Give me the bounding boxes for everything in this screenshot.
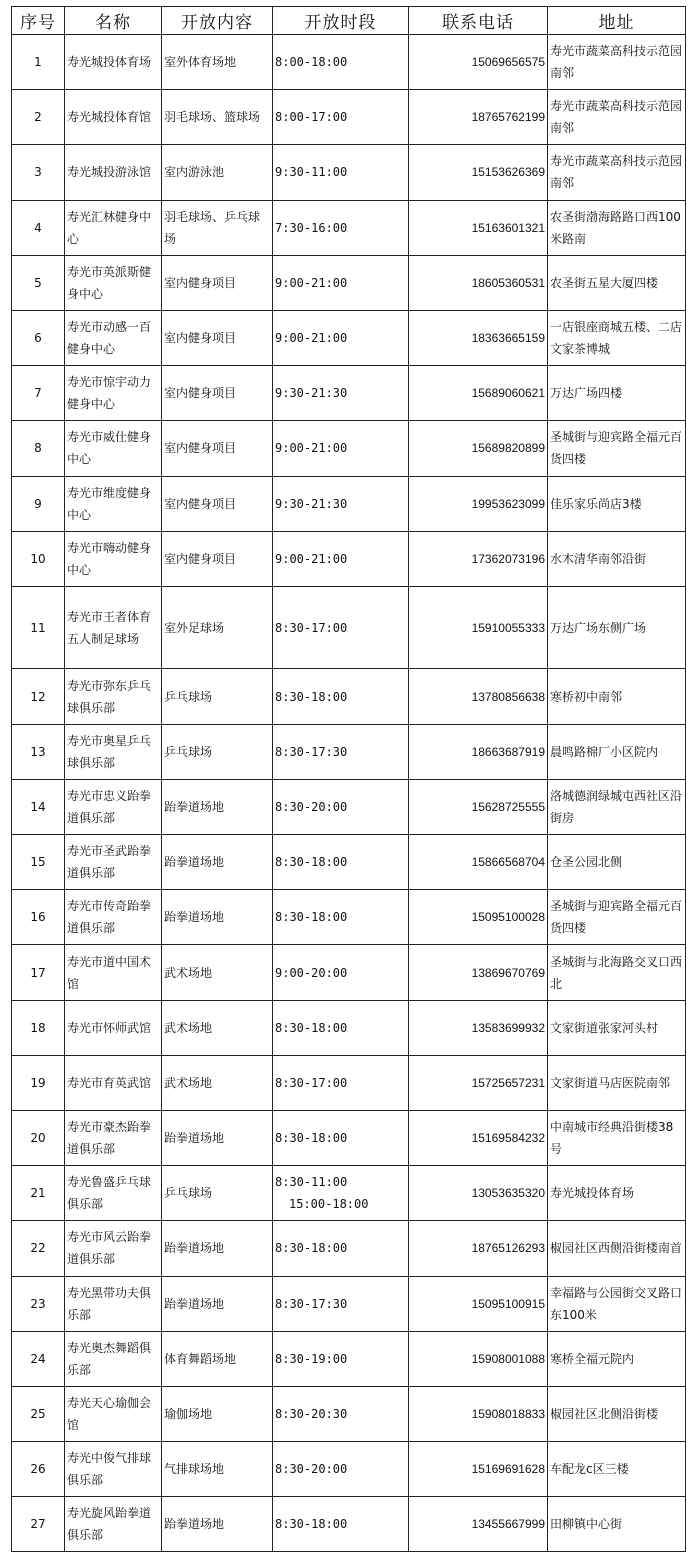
address: 寒桥初中南邻 [548,669,686,724]
address: 圣城街与迎宾路全福元百货四楼 [548,421,686,476]
phone-number: 15628725555 [409,779,548,834]
table-row [12,724,686,779]
venue-name: 寿光市豪杰跆拳道俱乐部 [65,1110,162,1165]
venue-name: 寿光天心瑜伽会馆 [65,1386,162,1441]
open-hours [273,1000,409,1055]
row-number: 24 [12,1331,65,1386]
open-content: 室内健身项目 [162,366,273,421]
open-content: 体育舞蹈场地 [162,1331,273,1386]
row-number: 9 [12,476,65,531]
table-row [12,669,686,724]
open-hours [273,366,409,421]
open-hours [273,724,409,779]
venue-name: 寿光市怀师武馆 [65,1000,162,1055]
table-row [12,1166,686,1221]
phone-number: 13053635320 [409,1166,548,1221]
time-slot: 8:30-18:00 [275,689,348,704]
address: 寿光城投体育场 [548,1166,686,1221]
row-number: 6 [12,310,65,365]
row-number: 11 [12,586,65,669]
open-hours [273,1331,409,1386]
table-row [12,945,686,1000]
row-number: 25 [12,1386,65,1441]
address: 万达广场东侧广场 [548,586,686,669]
venue-name: 寿光城投体育馆 [65,90,162,145]
venue-name: 寿光中俊气排球俱乐部 [65,1442,162,1497]
row-number: 18 [12,1000,65,1055]
address: 农圣街五星大厦四楼 [548,255,686,310]
open-content: 瑜伽场地 [162,1386,273,1441]
row-number: 8 [12,421,65,476]
venue-name: 寿光黑带功夫俱乐部 [65,1276,162,1331]
open-hours [273,200,409,255]
address: 幸福路与公园街交叉路口东100米 [548,1276,686,1331]
open-hours [273,669,409,724]
open-hours [273,1166,409,1221]
header-no: 序号 [12,7,65,35]
open-content: 室内健身项目 [162,310,273,365]
row-number: 23 [12,1276,65,1331]
address: 寒桥全福元院内 [548,1331,686,1386]
address: 文家街道张家河头村 [548,1000,686,1055]
phone-number: 15069656575 [409,35,548,90]
time-slot: 9:30-21:30 [275,386,348,401]
time-slot: 8:00-17:00 [275,110,348,125]
row-number: 12 [12,669,65,724]
time-slot: 9:00-20:00 [275,965,348,980]
row-number: 4 [12,200,65,255]
table-row [12,200,686,255]
address: 一店银座商城五楼、二店文家茶博城 [548,310,686,365]
open-content: 武术场地 [162,1000,273,1055]
header-phone: 联系电话 [409,7,548,35]
open-content: 羽毛球场、篮球场 [162,90,273,145]
open-hours [273,835,409,890]
row-number: 14 [12,779,65,834]
open-hours [273,476,409,531]
venue-name: 寿光旋风跆拳道俱乐部 [65,1497,162,1552]
phone-number: 15153626369 [409,145,548,200]
row-number: 3 [12,145,65,200]
open-hours [273,531,409,586]
venue-name: 寿光市嗨动健身中心 [65,531,162,586]
open-content: 跆拳道场地 [162,1276,273,1331]
venue-name: 寿光市动感一百健身中心 [65,310,162,365]
time-slot: 9:30-11:00 [275,165,348,180]
open-content: 乒乓球场 [162,724,273,779]
phone-number: 13869670769 [409,945,548,1000]
open-hours [273,945,409,1000]
venue-name: 寿光市育英武馆 [65,1055,162,1110]
address: 寿光市蔬菜高科技示范园南邻 [548,90,686,145]
venue-name: 寿光市奥星乒乓球俱乐部 [65,724,162,779]
venue-name: 寿光城投游泳馆 [65,145,162,200]
address: 中南城市经典沿街楼38号 [548,1110,686,1165]
phone-number: 15163601321 [409,200,548,255]
table-body [12,35,686,1552]
page [11,6,686,1552]
address: 圣城街与迎宾路全福元百货四楼 [548,890,686,945]
table-row [12,1221,686,1276]
phone-number: 17362073196 [409,531,548,586]
table-row [12,255,686,310]
table-row [12,366,686,421]
phone-number: 15910055333 [409,586,548,669]
row-number: 19 [12,1055,65,1110]
time-slot: 8:30-17:00 [275,1075,348,1090]
time-slot: 9:00-21:00 [275,441,348,456]
open-hours [273,255,409,310]
venue-name: 寿光汇林健身中心 [65,200,162,255]
venue-name: 寿光城投体育场 [65,35,162,90]
row-number: 5 [12,255,65,310]
table-row [12,1276,686,1331]
address: 椒园社区北侧沿街楼 [548,1386,686,1441]
venue-name: 寿光鲁盛乒乓球俱乐部 [65,1166,162,1221]
phone-number: 18605360531 [409,255,548,310]
address: 仓圣公园北侧 [548,835,686,890]
time-slot: 8:30-20:00 [275,1462,348,1477]
open-content: 武术场地 [162,1055,273,1110]
phone-number: 18765126293 [409,1221,548,1276]
open-hours [273,779,409,834]
row-number: 13 [12,724,65,779]
address: 寿光市蔬菜高科技示范园南邻 [548,145,686,200]
time-slot: 8:30-17:30 [275,1296,348,1311]
table-row [12,421,686,476]
time-slot: 8:30-17:00 [275,620,348,635]
time-slot: 8:30-18:00 [275,910,348,925]
venue-table [11,6,686,1552]
open-hours [273,145,409,200]
time-slot: 7:30-16:00 [275,220,348,235]
phone-number: 18663687919 [409,724,548,779]
open-hours [273,586,409,669]
venue-name: 寿光市威仕健身中心 [65,421,162,476]
open-hours [273,1497,409,1552]
open-hours [273,1386,409,1441]
row-number: 22 [12,1221,65,1276]
time-slot: 15:00-18:00 [289,1197,369,1212]
row-number: 20 [12,1110,65,1165]
time-slot: 9:00-21:00 [275,331,348,346]
time-slot: 8:30-18:00 [275,1517,348,1532]
phone-number: 13455667999 [409,1497,548,1552]
row-number: 21 [12,1166,65,1221]
row-number: 1 [12,35,65,90]
venue-name: 寿光市弥东乒乓球俱乐部 [65,669,162,724]
venue-name: 寿光市圣武跆拳道俱乐部 [65,835,162,890]
time-slot: 8:30-18:00 [275,1241,348,1256]
venue-name: 寿光市惊宇动力健身中心 [65,366,162,421]
table-row [12,90,686,145]
address: 椒园社区西侧沿街楼南首 [548,1221,686,1276]
open-content: 室内健身项目 [162,421,273,476]
open-hours [273,890,409,945]
open-hours [273,1276,409,1331]
open-content: 室外足球场 [162,586,273,669]
phone-number: 15908018833 [409,1386,548,1441]
row-number: 15 [12,835,65,890]
table-row [12,779,686,834]
time-slot: 8:30-11:00 [275,1175,348,1190]
address: 佳乐家乐尚店3楼 [548,476,686,531]
phone-number: 15169691628 [409,1442,548,1497]
time-slot: 9:30-21:30 [275,496,348,511]
address: 田柳镇中心街 [548,1497,686,1552]
header-content: 开放内容 [162,7,273,35]
header-name: 名称 [65,7,162,35]
open-hours [273,1221,409,1276]
open-content: 室内游泳池 [162,145,273,200]
time-slot: 8:30-20:30 [275,1407,348,1421]
open-content: 跆拳道场地 [162,1497,273,1552]
row-number: 2 [12,90,65,145]
venue-name: 寿光市风云跆拳道俱乐部 [65,1221,162,1276]
table-row [12,145,686,200]
address: 寿光市蔬菜高科技示范园南邻 [548,35,686,90]
table-row [12,835,686,890]
open-content: 跆拳道场地 [162,1110,273,1165]
table-row [12,1497,686,1552]
address: 洛城德润绿城屯西社区沿街房 [548,779,686,834]
table-row [12,310,686,365]
open-content: 跆拳道场地 [162,1221,273,1276]
venue-name: 寿光奥杰舞蹈俱乐部 [65,1331,162,1386]
table-row [12,890,686,945]
time-slot: 8:30-18:00 [275,1020,348,1035]
open-hours [273,1055,409,1110]
time-slot: 9:00-21:00 [275,551,348,566]
phone-number: 18363665159 [409,310,548,365]
row-number: 16 [12,890,65,945]
address: 圣城街与北海路交叉口西北 [548,945,686,1000]
header-row [12,7,686,35]
header-time: 开放时段 [273,7,409,35]
phone-number: 15689060621 [409,366,548,421]
time-slot: 8:30-18:00 [275,855,348,870]
open-hours [273,421,409,476]
open-content: 室内健身项目 [162,476,273,531]
open-hours [273,1110,409,1165]
address: 晨鸣路棉厂小区院内 [548,724,686,779]
table-row [12,1110,686,1165]
venue-name: 寿光市英派斯健身中心 [65,255,162,310]
time-slot: 8:30-19:00 [275,1351,348,1366]
phone-number: 15095100915 [409,1276,548,1331]
venue-name: 寿光市传奇跆拳道俱乐部 [65,890,162,945]
open-content: 乒乓球场 [162,1166,273,1221]
open-hours [273,90,409,145]
table-row [12,1331,686,1386]
row-number: 10 [12,531,65,586]
open-hours [273,35,409,90]
phone-number: 13780856638 [409,669,548,724]
open-content: 武术场地 [162,945,273,1000]
table-row [12,531,686,586]
header-address: 地址 [548,7,686,35]
phone-number: 13583699932 [409,1000,548,1055]
address: 水木清华南邻沿街 [548,531,686,586]
open-content: 乒乓球场 [162,669,273,724]
venue-name: 寿光市忠义跆拳道俱乐部 [65,779,162,834]
phone-number: 19953623099 [409,476,548,531]
open-hours [273,310,409,365]
time-slot: 9:00-21:00 [275,275,348,290]
address: 农圣街渤海路路口西100米路南 [548,200,686,255]
phone-number: 18765762199 [409,90,548,145]
phone-number: 15095100028 [409,890,548,945]
time-slot: 8:00-18:00 [275,55,348,70]
phone-number: 15169584232 [409,1110,548,1165]
row-number: 26 [12,1442,65,1497]
time-slot: 8:30-20:00 [275,799,348,814]
open-content: 室内健身项目 [162,531,273,586]
open-content: 跆拳道场地 [162,779,273,834]
address: 文家街道马店医院南邻 [548,1055,686,1110]
phone-number: 15908001088 [409,1331,548,1386]
venue-name: 寿光市道中国术馆 [65,945,162,1000]
row-number: 17 [12,945,65,1000]
phone-number: 15725657231 [409,1055,548,1110]
open-content: 羽毛球场、乒乓球场 [162,200,273,255]
table-row [12,1386,686,1441]
table-row [12,35,686,90]
table-row [12,1000,686,1055]
open-content: 跆拳道场地 [162,835,273,890]
open-content: 室内健身项目 [162,255,273,310]
time-slot: 8:30-18:00 [275,1131,348,1146]
phone-number: 15689820899 [409,421,548,476]
open-content: 室外体育场地 [162,35,273,90]
open-content: 跆拳道场地 [162,890,273,945]
address: 车配龙c区三楼 [548,1442,686,1497]
table-row [12,586,686,669]
address: 万达广场四楼 [548,366,686,421]
open-content: 气排球场地 [162,1442,273,1497]
table-row [12,1055,686,1110]
time-slot: 8:30-17:30 [275,744,348,759]
table-row [12,476,686,531]
open-hours [273,1442,409,1497]
phone-number: 15866568704 [409,835,548,890]
table-row [12,1442,686,1497]
venue-name: 寿光市维度健身中心 [65,476,162,531]
venue-name: 寿光市王者体育五人制足球场 [65,586,162,669]
row-number: 7 [12,366,65,421]
row-number: 27 [12,1497,65,1552]
